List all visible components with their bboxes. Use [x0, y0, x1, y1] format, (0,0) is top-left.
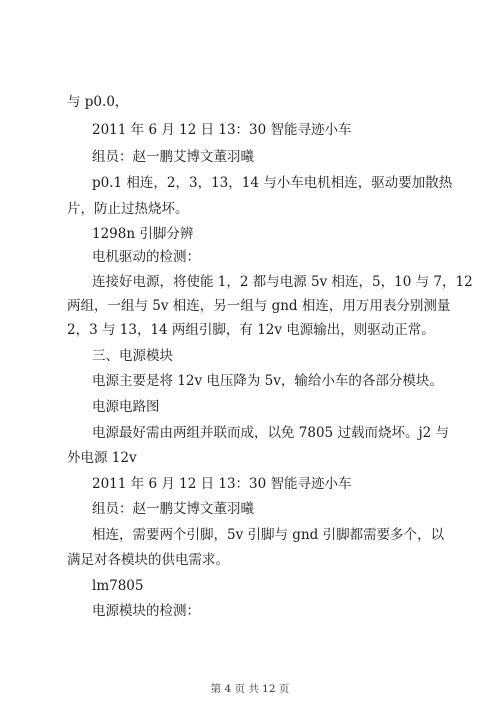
text-line: lm7805	[92, 578, 144, 594]
text-line: 2011 年 6 月 12 日 13：30 智能寻迹小车	[92, 122, 352, 138]
section-heading: 三、电源模块	[92, 348, 173, 364]
text-line: 外电源 12v	[67, 450, 137, 466]
text-line: 2，3 与 13，14 两组引脚，有 12v 电源输出，则驱动正常。	[67, 322, 435, 338]
text-line: 电源主要是将 12v 电压降为 5v，输给小车的各部分模块。	[92, 373, 443, 389]
text-line: 1298n 引脚分辨	[92, 226, 194, 242]
text-line: 电源模块的检测：	[92, 603, 200, 619]
text-line: 电机驱动的检测：	[92, 249, 200, 265]
text-line: 电源电路图	[92, 399, 160, 415]
text-line: 电源最好需由两组并联而成，以免 7805 过载而烧坏。j2 与	[92, 425, 450, 441]
page-number-footer: 第 4 页 共 12 页	[210, 683, 290, 695]
text-line: 片，防止过热烧坏。	[67, 201, 189, 217]
text-line: 组员：赵一鹏艾博文董羽曦	[92, 149, 254, 165]
text-line: p0.1 相连，2，3，13，14 与小车电机相连，驱动要加散热	[92, 175, 453, 191]
text-line: 两组，一组与 5v 相连，另一组与 gnd 相连，用万用表分别测量	[67, 298, 451, 314]
text-line: 相连，需要两个引脚，5v 引脚与 gnd 引脚都需要多个，以	[92, 527, 445, 543]
text-line: 组员：赵一鹏艾博文董羽曦	[92, 501, 254, 517]
text-line: 满足对各模块的供电需求。	[67, 552, 229, 568]
text-line: 2011 年 6 月 12 日 13：30 智能寻迹小车	[92, 476, 352, 492]
text-line: 连接好电源，将使能 1，2 都与电源 5v 相连，5，10 与 7，12	[92, 274, 473, 290]
text-line: 与 p0.0，	[67, 94, 129, 110]
